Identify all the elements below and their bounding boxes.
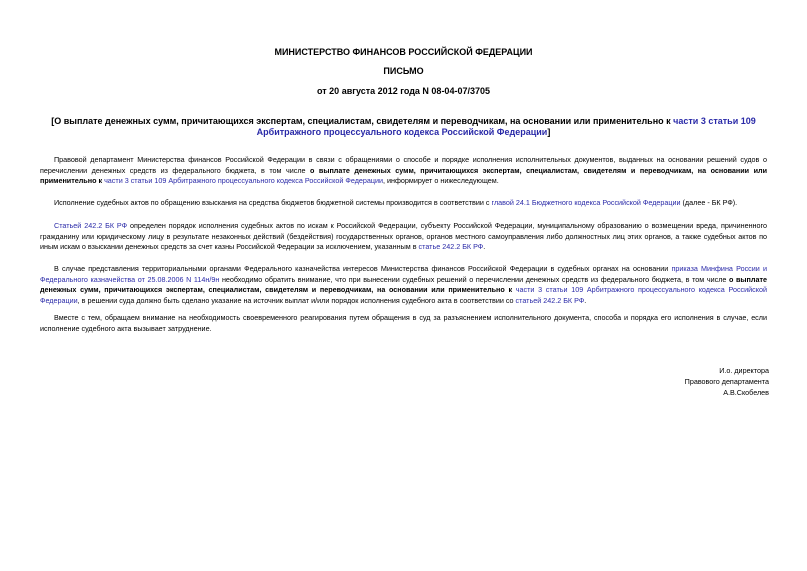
signature-department: Правового департамента [684,377,769,386]
p1-bold: о выплате денежных сумм, причитающихся экспертам, специалистам, свидетелям и переводчикам, на основании или применительно к [40,165,768,186]
paragraph-3 [40,221,767,253]
document-date-number: от 20 августа 2012 года N 08-04-07/3705 [317,86,490,96]
p4-bold: о выплате денежных сумм, причитающихся экспертам, специалистам, свидетелям и переводчикам, на основании или применительно к [40,274,767,295]
signature-position: И.о. директора [719,366,769,375]
p4-text-d: . [584,295,587,305]
p4-text-b: необходимо обратить внимание, что при вынесении судебных решений о перечислении денежных средств из федерального бюджета, в том числе [219,274,729,284]
title-text: О выплате денежных сумм, причитающихся экспертам, специалистам, свидетелям и переводчикам, на основании или применительно к [54,116,674,126]
signature-name: А.В.Скобелев [723,388,769,397]
paragraph-1 [40,155,767,187]
document-type: ПИСЬМО [383,66,424,76]
document-title [40,116,767,138]
p4-text-c: , в решении суда должно быть сделано указание на источник выплат и/или порядок исполнения судебного акта в соответствии со [77,295,516,305]
p1-link-article-109[interactable]: части 3 статьи 109 Арбитражного процессуального кодекса Российской Федерации [104,176,384,186]
p3-link-article-242-2[interactable]: Статьей 242.2 БК РФ [54,221,128,230]
p3-link-article-242-2-second[interactable]: статье 242.2 БК РФ [418,242,484,252]
paragraph-5: Вместе с тем, обращаем внимание на необходимость своевременного реагирования путем обращения в суд за разъяснением исполнительного документа, способа и порядка его исполнения в случае, если исполнение судебного акта вызывает затруднение. [40,313,767,333]
p4-text-a: В случае представления территориальными органами Федерального казначейства интересов Министерства финансов Российской Федерации в судебных органах на основании [54,264,672,273]
p2-text-b: (далее - БК РФ). [680,198,738,207]
title-close-bracket: ] [547,127,551,137]
title-open-bracket: [ [51,116,55,126]
p4-link-order-114n[interactable]: приказа Минфина России и Федерального казначейства от 25.08.2006 N 114н/9н [40,264,767,284]
title-link-article-109[interactable]: части 3 статьи 109 Арбитражного процессуального кодекса Российской Федерации [256,116,756,137]
p4-link-article-109[interactable]: части 3 статьи 109 Арбитражного процессуального кодекса Российской Федерации [40,285,767,305]
ministry-heading: МИНИСТЕРСТВО ФИНАНСОВ РОССИЙСКОЙ ФЕДЕРАЦИИ [274,47,533,57]
p3-text-b: . [483,242,486,252]
p4-link-article-242-2[interactable]: статьей 242.2 БК РФ [515,295,585,305]
p3-text-a: определен порядок исполнения судебных актов по искам к Российской Федерации, субъекту Российской Федерации, муниципальному образованию о возмещении вреда, причиненного гражданину или юридическому лицу в результате незаконных действий (бездействия) государственных органов, органов местного самоуправления либо должностных лиц этих органов, а также судебных актов по иным искам о взыскании денежных средств за счет казны Российской Федерации за исключением, указанным в [40,221,767,252]
paragraph-4 [40,264,767,306]
p1-text-a: Правовой департамент Министерства финансов Российской Федерации в связи с обращениями о способе и порядке исполнения исполнительных документов, выданных на основании решений судов о перечислении денежных средств из федерального бюджета, в том числе [40,155,767,175]
p1-text-c: , информирует о нижеследующем. [383,176,499,186]
paragraph-2 [40,198,767,209]
p2-text-a: Исполнение судебных актов по обращению взыскания на средства бюджетов бюджетной системы производится в соответствии с [54,198,492,207]
p2-link-chapter-24-1[interactable]: главой 24.1 Бюджетного кодекса Российской Федерации [491,198,681,207]
